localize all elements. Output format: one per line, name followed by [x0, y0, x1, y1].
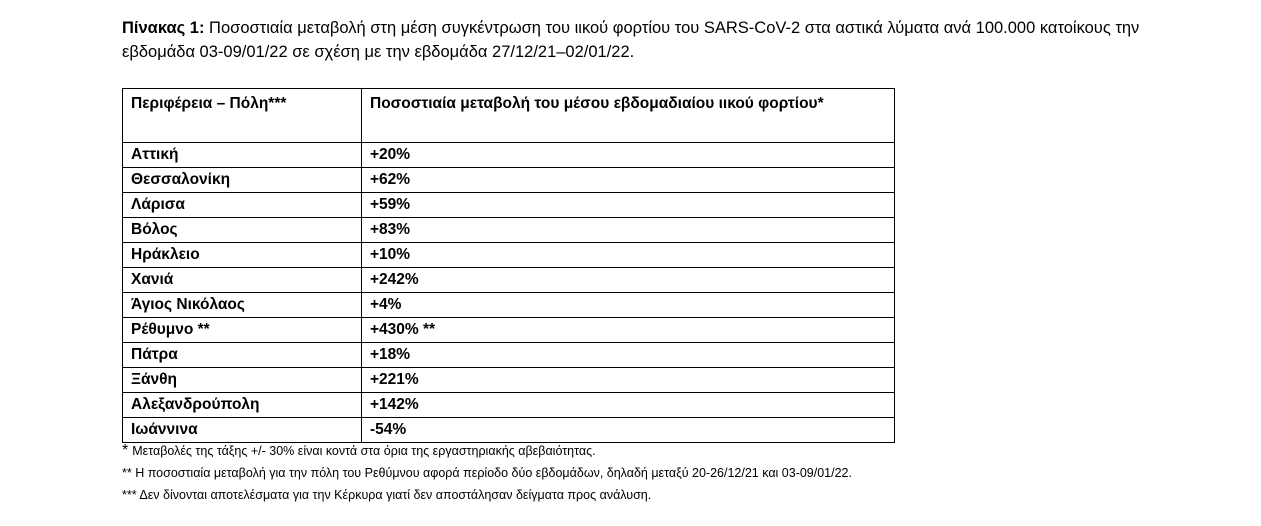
change-cell: +18%: [362, 343, 895, 368]
header-change: Ποσοστιαία μεταβολή του μέσου εβδομαδιαίου ιικού φορτίου*: [362, 89, 895, 143]
table-row: [123, 343, 895, 368]
table-row: [123, 293, 895, 318]
change-cell: -54%: [362, 418, 895, 443]
footnote-1-marker: *: [122, 442, 129, 459]
change-cell: +20%: [362, 143, 895, 168]
region-cell: Ηράκλειο: [123, 243, 362, 268]
region-cell: Ρέθυμνο **: [123, 318, 362, 343]
region-cell: Λάρισα: [123, 193, 362, 218]
table-row: [123, 268, 895, 293]
region-cell: Άγιος Νικόλαος: [123, 293, 362, 318]
change-cell: +221%: [362, 368, 895, 393]
change-cell: +62%: [362, 168, 895, 193]
table-row: [123, 368, 895, 393]
viral-load-change-table: [122, 88, 895, 443]
table-row: [123, 218, 895, 243]
region-cell: Πάτρα: [123, 343, 362, 368]
region-cell: Ξάνθη: [123, 368, 362, 393]
change-cell: +242%: [362, 268, 895, 293]
change-cell: +59%: [362, 193, 895, 218]
region-cell: Βόλος: [123, 218, 362, 243]
caption-text: Ποσοστιαία μεταβολή στη μέση συγκέντρωση του ιικού φορτίου του SARS-CoV-2 στα αστικά λύματα ανά 100.000 κατοίκους την εβδομάδα 03-09/01/22 σε σχέση με την εβδομάδα 27/12/21–02/01/22.: [122, 19, 1140, 61]
footnotes: [122, 440, 1222, 506]
region-cell: Ιωάννινα: [123, 418, 362, 443]
region-cell: Χανιά: [123, 268, 362, 293]
caption-label: Πίνακας 1:: [122, 19, 205, 37]
region-cell: Αλεξανδρούπολη: [123, 393, 362, 418]
table-row: [123, 168, 895, 193]
table-row: [123, 193, 895, 218]
change-cell: +142%: [362, 393, 895, 418]
table-body: [123, 143, 895, 443]
change-cell: +10%: [362, 243, 895, 268]
header-region: Περιφέρεια – Πόλη***: [123, 89, 362, 143]
table-caption: [122, 16, 1182, 64]
table-row: [123, 243, 895, 268]
region-cell: Θεσσαλονίκη: [123, 168, 362, 193]
table-header-row: [123, 89, 895, 143]
change-cell: +83%: [362, 218, 895, 243]
footnote-1: [122, 440, 1222, 462]
footnote-2: ** Η ποσοστιαία μεταβολή για την πόλη του Ρεθύμνου αφορά περίοδο δύο εβδομάδων, δηλαδή μεταξύ 20-26/12/21 και 03-09/01/22.: [122, 466, 852, 480]
footnote-1-text: Μεταβολές της τάξης +/- 30% είναι κοντά στα όρια της εργαστηριακής αβεβαιότητας.: [132, 444, 596, 458]
table-row: [123, 143, 895, 168]
footnote-3: *** Δεν δίνονται αποτελέσματα για την Κέρκυρα γιατί δεν αποστάλησαν δείγματα προς ανάλυση.: [122, 488, 652, 502]
table-row: [123, 393, 895, 418]
table-row: [123, 318, 895, 343]
change-cell: +430% **: [362, 318, 895, 343]
change-cell: +4%: [362, 293, 895, 318]
table-row: [123, 418, 895, 443]
region-cell: Αττική: [123, 143, 362, 168]
